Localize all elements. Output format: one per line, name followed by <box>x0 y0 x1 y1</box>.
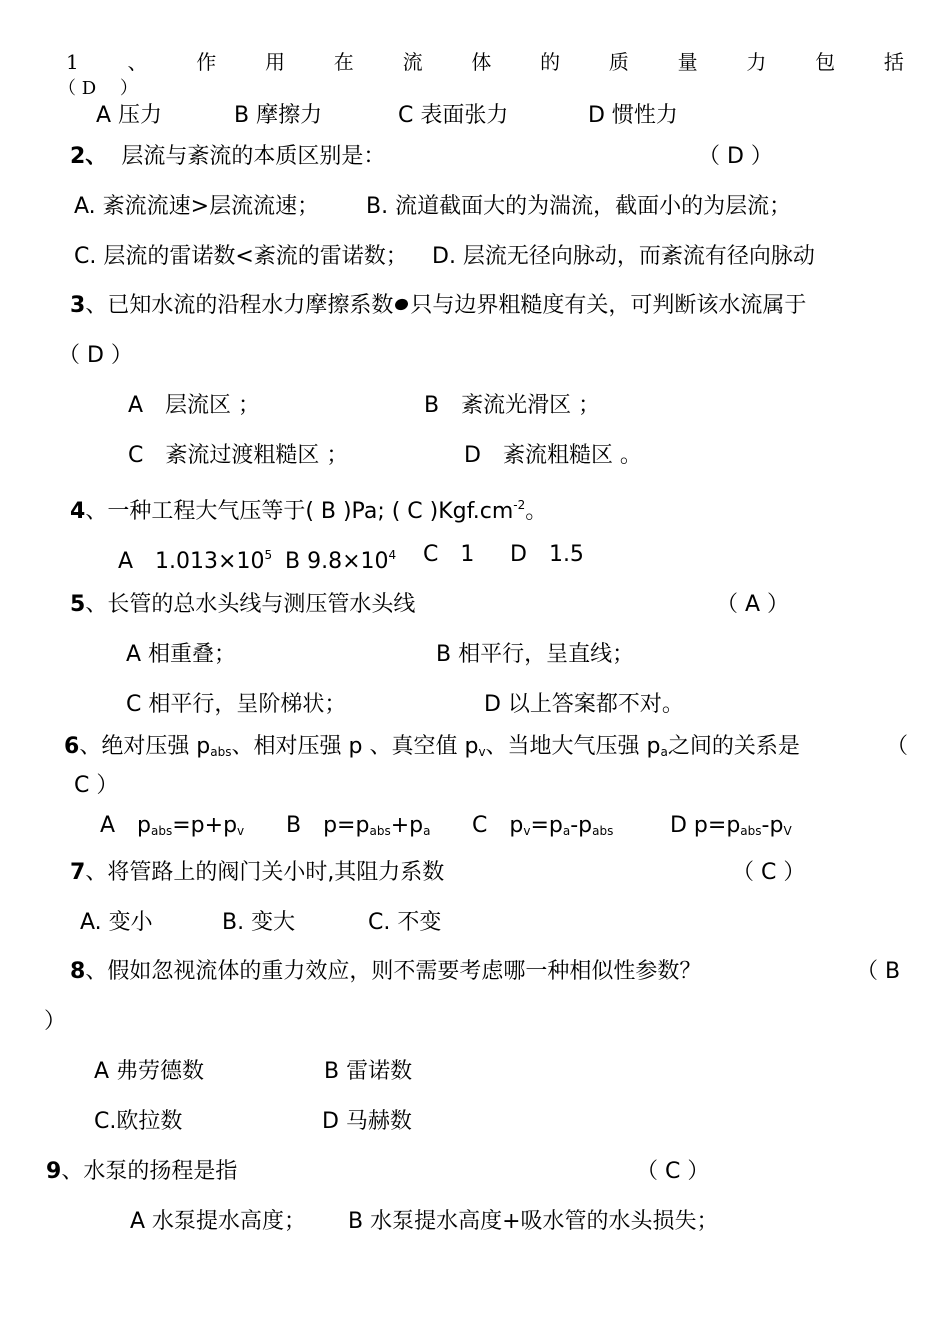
q6-sub: v <box>478 745 486 759</box>
q5-answer: （ A ） <box>716 592 790 617</box>
q6-option-b <box>286 811 430 846</box>
q6-opt-sub: V <box>783 824 792 838</box>
q3-option-b: B 紊流光滑区 ； <box>424 393 601 418</box>
q4-number: 4 <box>70 499 86 524</box>
q1-char: 力 <box>746 50 767 74</box>
q8-text: 、假如忽视流体的重力效应，则不需要考虑哪一种相似性参数？ <box>85 959 702 984</box>
q1-option-b: B 摩擦力 <box>234 103 323 128</box>
q8-answer: （ B <box>856 959 901 984</box>
q1-option-d: D 惯性力 <box>588 103 678 128</box>
q6-sub: a <box>660 745 668 759</box>
q6-opt-sub: v <box>523 824 531 838</box>
q6-stem <box>64 732 800 767</box>
q6-option-d <box>670 811 792 846</box>
q1-char: 质 <box>608 50 629 74</box>
q7-text: 、将管路上的阀门关小时,其阻力系数 <box>85 860 445 885</box>
q2-option-a: A. 紊流流速>层流流速； <box>74 194 320 219</box>
q6-opt-text: C p <box>472 813 524 838</box>
q3-option-a: A 层流区 ； <box>128 393 261 418</box>
q7-option-a: A. 变小 <box>80 910 153 935</box>
q4-exponent: -2 <box>513 498 526 512</box>
q7-option-b: B. 变大 <box>222 910 296 935</box>
q5-option-b: B 相平行，呈直线； <box>436 642 635 667</box>
q4-stem <box>70 490 547 527</box>
q5-number: 5 <box>70 592 86 617</box>
q4-option-b-exp: 4 <box>388 548 397 562</box>
q9-text: 、水泵的扬程是指 <box>61 1159 238 1184</box>
q9-answer: （ C ） <box>636 1159 710 1184</box>
q1-char: 的 <box>540 50 561 74</box>
q4-text-end: 。 <box>525 499 548 524</box>
q6-opt-text: -p <box>761 813 784 838</box>
q6-opt-sub: abs <box>151 824 173 838</box>
q1-char: 作 <box>196 50 217 74</box>
q6-option-c <box>472 811 613 846</box>
q6-opt-sub: abs <box>369 824 391 838</box>
q3-number: 3 <box>70 293 86 318</box>
q1-char: 在 <box>333 50 354 74</box>
q6-opt-text: -p <box>570 813 593 838</box>
q3-text-after: 只与边界粗糙度有关，可判断该水流属于 <box>410 293 807 318</box>
q1-char: 流 <box>402 50 423 74</box>
q4-option-a-exp: 5 <box>264 548 273 562</box>
q4-option-b-base: B 9.8×10 <box>285 549 389 574</box>
q7-answer: （ C ） <box>732 860 806 885</box>
q8-answer-close: ） <box>44 1009 67 1034</box>
q6-text: 、相对压强 p 、真空值 p <box>231 734 479 759</box>
q9-number: 9 <box>46 1159 62 1184</box>
q2-option-c: C. 层流的雷诺数<紊流的雷诺数； <box>74 244 408 269</box>
q1-answer: （ D ） <box>58 78 138 99</box>
q7-stem <box>70 858 444 888</box>
q4-option-a-base: A 1.013×10 <box>118 549 265 574</box>
q5-option-d: D 以上答案都不对。 <box>484 692 684 717</box>
q6-text: 、当地大气压强 p <box>485 734 661 759</box>
q1-char: 括 <box>883 50 904 74</box>
q8-option-b: B 雷诺数 <box>324 1059 413 1084</box>
q9-option-a: A 水泵提水高度； <box>130 1209 307 1234</box>
q3-option-d: D 紊流粗糙区 。 <box>464 443 642 468</box>
q4-text: 、一种工程大气压等于( B )Pa; ( C )Kgf.cm <box>85 499 514 524</box>
q1-char: 、 <box>127 50 148 74</box>
q4-option-d: D 1.5 <box>510 542 584 567</box>
q2-number: 2、 <box>70 144 108 169</box>
q6-opt-text: B p=p <box>286 813 370 838</box>
q5-stem <box>70 590 415 620</box>
q8-option-a: A 弗劳德数 <box>94 1059 205 1084</box>
q1-char: 体 <box>471 50 492 74</box>
q6-opt-sub: abs <box>592 824 614 838</box>
q8-option-c: C.欧拉数 <box>94 1109 183 1134</box>
q6-opt-text: =p+p <box>172 813 238 838</box>
q7-number: 7 <box>70 860 86 885</box>
q3-option-c: C 紊流过渡粗糙区 ； <box>128 443 349 468</box>
q3-stem <box>70 291 806 321</box>
q3-text-before: 、已知水流的沿程水力摩擦系数 <box>85 293 394 318</box>
q6-opt-text: D p=p <box>670 813 741 838</box>
q6-answer: C ） <box>74 773 119 798</box>
q4-option-c: C 1 <box>423 542 475 567</box>
q5-option-a: A 相重叠； <box>126 642 237 667</box>
q1-char: 用 <box>265 50 286 74</box>
q1-char: 量 <box>677 50 698 74</box>
q6-paren-open: （ <box>886 734 909 759</box>
q1-option-c: C 表面张力 <box>398 103 509 128</box>
q5-text: 、长管的总水头线与测压管水头线 <box>85 592 416 617</box>
q7-option-c: C. 不变 <box>368 910 442 935</box>
q6-opt-text: +p <box>390 813 424 838</box>
q6-opt-sub: v <box>237 824 245 838</box>
q5-option-c: C 相平行，呈阶梯状； <box>126 692 347 717</box>
q3-answer: （ D ） <box>58 343 133 368</box>
q2-option-b: B. 流道截面大的为湍流，截面小的为层流； <box>366 194 792 219</box>
q4-option-a <box>118 540 272 577</box>
q6-opt-sub: a <box>562 824 571 838</box>
q6-text: 之间的关系是 <box>667 734 800 759</box>
q4-option-b <box>285 540 396 577</box>
q9-option-b: B 水泵提水高度+吸水管的水头损失； <box>348 1209 719 1234</box>
q2-stem <box>70 142 385 172</box>
q1-char: 1 <box>66 50 79 74</box>
q1-option-a: A 压力 <box>96 103 163 128</box>
q2-answer: （ D ） <box>698 144 773 169</box>
q6-opt-sub: abs <box>740 824 762 838</box>
q2-text: 层流与紊流的本质区别是： <box>121 144 386 169</box>
q6-opt-text: =p <box>530 813 563 838</box>
q8-stem <box>70 957 701 987</box>
q6-number: 6 <box>64 734 80 759</box>
q9-stem <box>46 1157 237 1187</box>
q1-stem <box>66 48 904 76</box>
q2-option-d: D. 层流无径向脉动，而紊流有径向脉动 <box>432 244 815 269</box>
q6-text: 、绝对压强 p <box>79 734 211 759</box>
q6-sub: abs <box>210 745 232 759</box>
q8-number: 8 <box>70 959 86 984</box>
q6-opt-sub: a <box>423 824 431 838</box>
q8-option-d: D 马赫数 <box>322 1109 412 1134</box>
q6-opt-text: A p <box>100 813 152 838</box>
lambda-symbol-icon <box>394 297 410 312</box>
q1-char: 包 <box>815 50 836 74</box>
q6-option-a <box>100 811 244 846</box>
